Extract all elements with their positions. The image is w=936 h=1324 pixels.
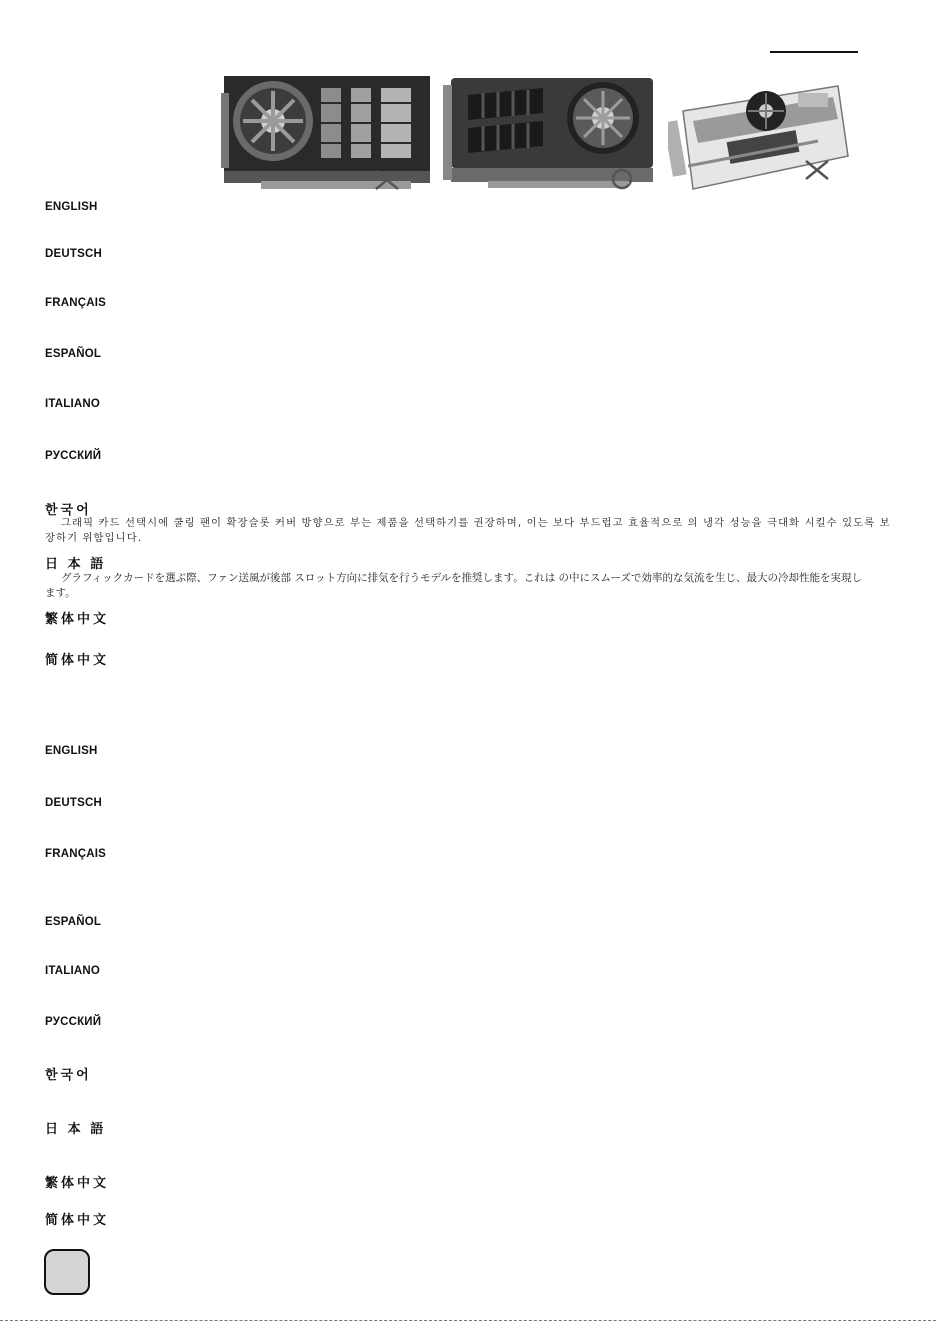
- heading-simplified-chinese-2: 简体中文: [45, 1212, 110, 1227]
- heading-japanese-2: 日 本 語: [45, 1121, 107, 1136]
- heading-russian: РУССКИЙ: [45, 450, 102, 462]
- heading-korean: 한국어: [45, 502, 92, 517]
- heading-deutsch: DEUTSCH: [45, 248, 102, 260]
- heading-russian-2: РУССКИЙ: [45, 1016, 102, 1028]
- graphics-card-images: [221, 73, 851, 193]
- heading-italiano: ITALIANO: [45, 398, 101, 410]
- heading-english: ENGLISH: [45, 201, 98, 213]
- heading-japanese: 日 本 語: [45, 556, 107, 571]
- cross-mark-icon: [803, 159, 831, 181]
- open-fan-card-image: [221, 73, 433, 193]
- heading-espanol: ESPAÑOL: [45, 348, 102, 360]
- heading-espanol-2: ESPAÑOL: [45, 916, 102, 928]
- heading-francais-2: FRANÇAIS: [45, 848, 107, 860]
- japanese-paragraph: グラフィックカードを選ぶ際、ファン送風が後部 スロット方向に排気を行うモデルを推奨します。これは の中にスムーズで効率的な気流を生じ、最大の冷却性能を実現します。: [45, 572, 862, 599]
- circle-mark-icon: [609, 167, 635, 191]
- bottom-dashed-rule: [0, 1320, 936, 1321]
- heading-korean-2: 한국어: [45, 1067, 92, 1082]
- cross-mark-icon: [373, 169, 401, 191]
- top-rule: [770, 51, 858, 53]
- heading-simplified-chinese: 简体中文: [45, 652, 110, 667]
- heading-traditional-chinese-2: 繁体中文: [45, 1175, 110, 1190]
- page-number-box: [44, 1249, 90, 1295]
- heading-deutsch-2: DEUTSCH: [45, 797, 102, 809]
- heading-italiano-2: ITALIANO: [45, 965, 101, 977]
- heading-traditional-chinese: 繁体中文: [45, 611, 110, 626]
- heading-francais: FRANÇAIS: [45, 297, 107, 309]
- korean-paragraph: 그래픽 카드 선택시에 쿨링 팬이 확장슬롯 커버 방향으로 부는 제품을 선택하기를 권장하며, 이는 보다 부드럽고 효율적으로 의 냉각 성능을 극대화 시킬수 있도록 보장하기 위함입니다.: [45, 517, 891, 544]
- heading-english-2: ENGLISH: [45, 745, 98, 757]
